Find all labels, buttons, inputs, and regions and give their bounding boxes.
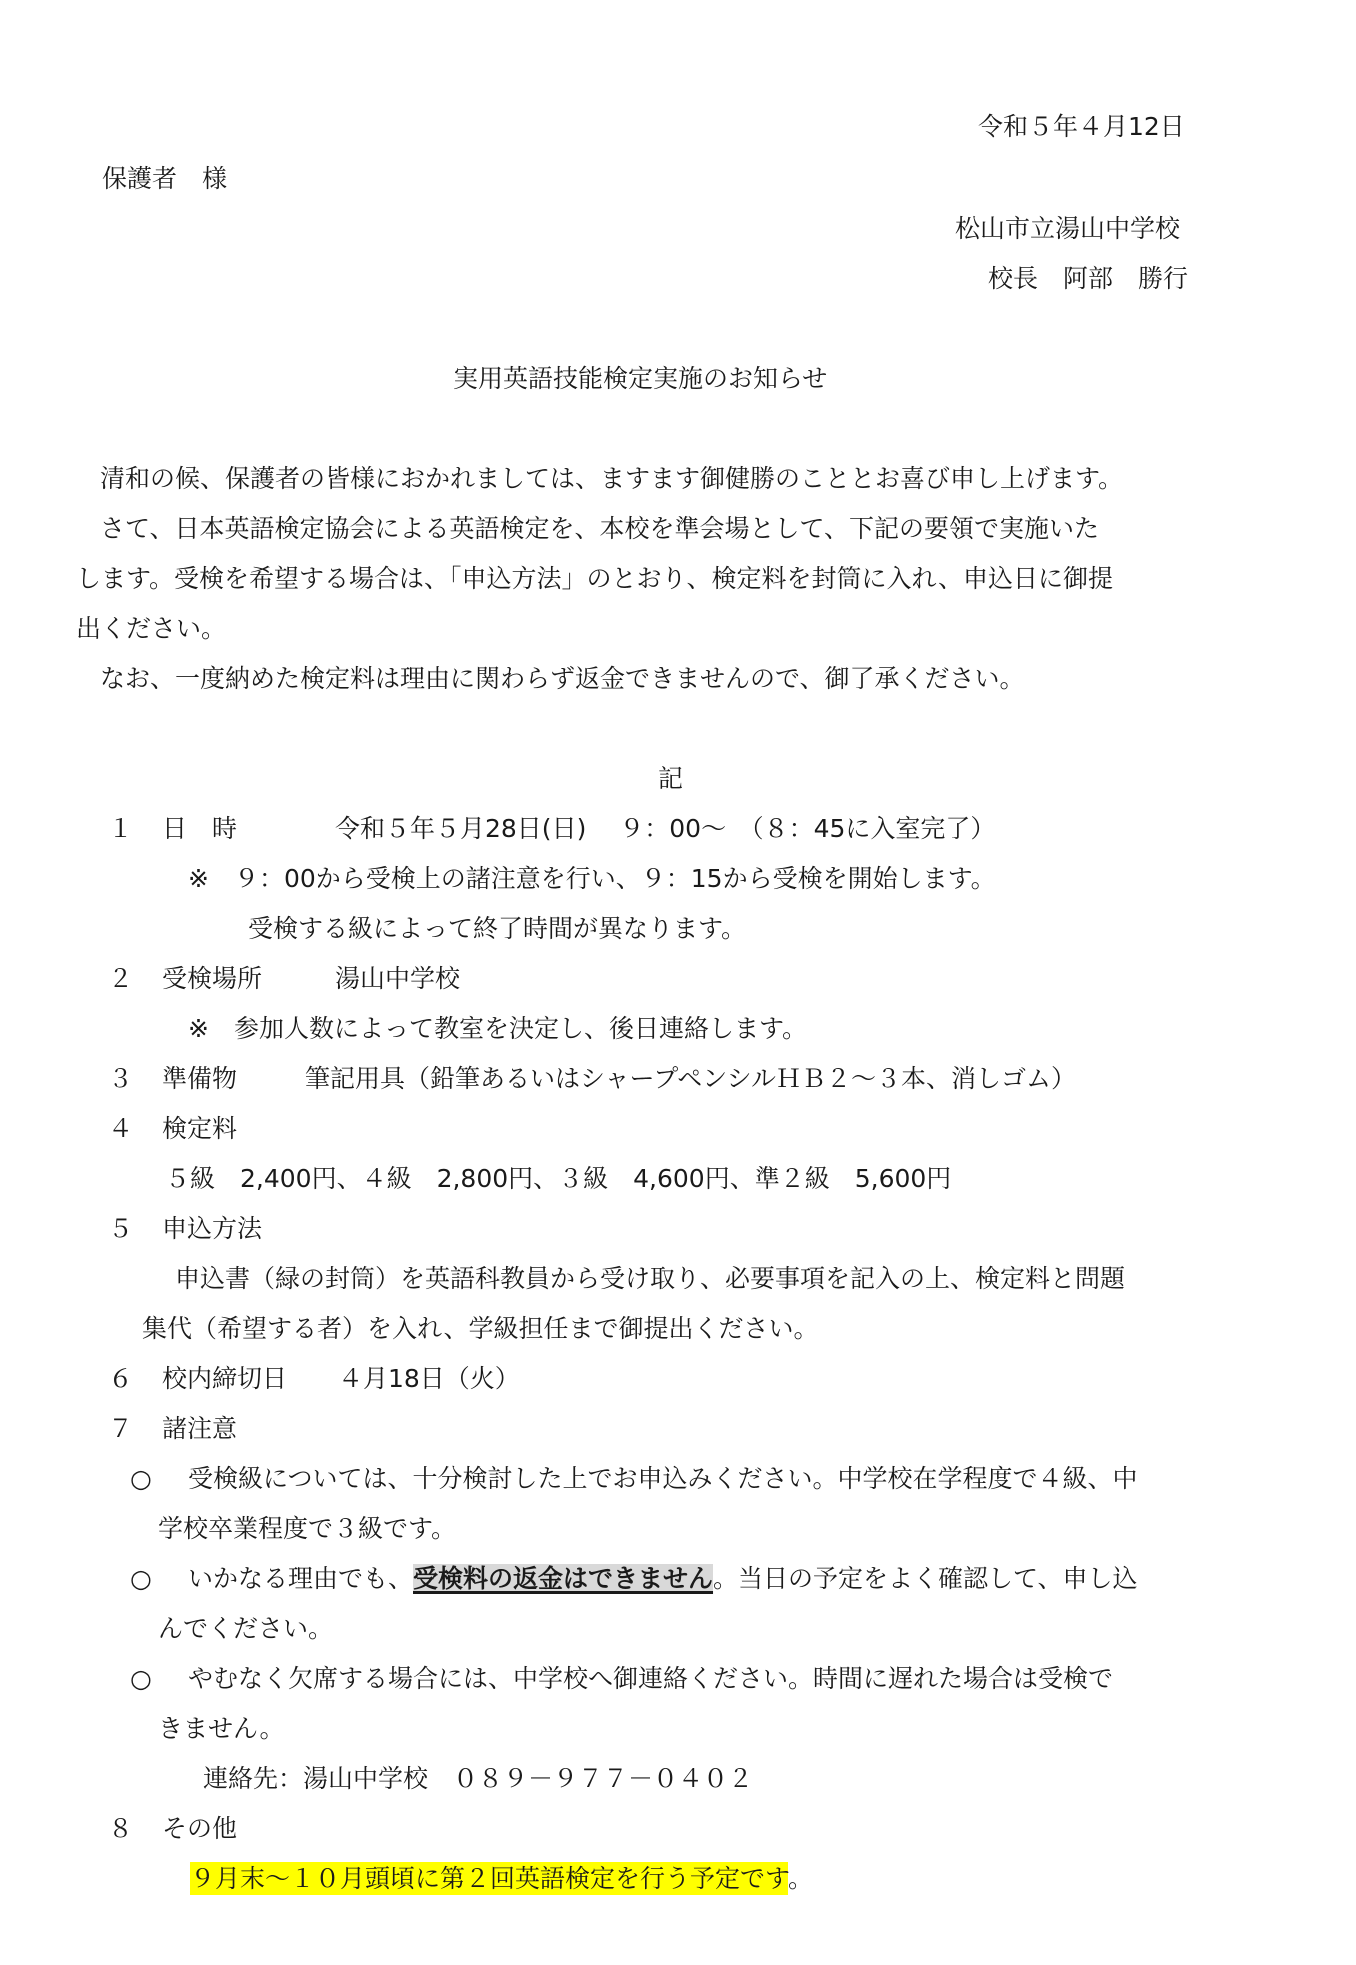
datetime-note: 受検する級によって終了時間が異なります。 — [248, 914, 747, 943]
refund-paragraph: なお、一度納めた検定料は理由に関わらず返金できませんので、御了承ください。 — [100, 664, 1025, 693]
refund-warning-highlight: 受検料の返金はできません — [413, 1564, 714, 1593]
note-text: やむなく欠席する場合には、中学校へ御連絡ください。時間に遅れた場合は受検で — [188, 1664, 1114, 1693]
next-exam-highlight: ９月末～１０月頭頃に第２回英語検定を行う予定です — [190, 1864, 789, 1893]
item-label-supplies: 準備物 — [162, 1064, 238, 1093]
note-text — [188, 1562, 1138, 1596]
item-label-other: その他 — [162, 1814, 238, 1843]
principal-name: 校長 阿部 勝行 — [988, 264, 1189, 293]
ki-heading: 記 — [658, 764, 684, 793]
body-paragraph-line: さて、日本英語検定協会による英語検定を、本校を準会場として、下記の要領で実施いた — [100, 514, 1100, 543]
item-number: １ — [108, 814, 134, 843]
document-title: 実用英語技能検定実施のお知らせ — [453, 364, 828, 393]
application-text: 集代（希望する者）を入れ、学級担任まで御提出ください。 — [142, 1314, 819, 1343]
item-number: ６ — [108, 1364, 134, 1393]
datetime-note: ※ ９：00から受検上の諸注意を行い、９：15から受検を開始します。 — [188, 864, 996, 893]
bullet-circle: ○ — [130, 1664, 152, 1693]
item-value-deadline: ４月18日（火） — [338, 1364, 520, 1393]
school-name: 松山市立湯山中学校 — [955, 214, 1181, 243]
item-number: ４ — [108, 1114, 134, 1143]
application-text: 申込書（緑の封筒）を英語科教員から受け取り、必要事項を記入の上、検定料と問題 — [175, 1264, 1126, 1293]
item-number: ８ — [108, 1814, 134, 1843]
item-number: ２ — [108, 964, 134, 993]
note-text: きません。 — [158, 1714, 285, 1743]
item-label-venue: 受検場所 — [162, 964, 263, 993]
other-text-tail: 。 — [788, 1864, 814, 1893]
body-paragraph-line: 出ください。 — [76, 614, 227, 643]
bullet-circle: ○ — [130, 1564, 152, 1593]
item-value-supplies: 筆記用具（鉛筆あるいはシャープペンシルＨＢ２～３本、消しゴム） — [305, 1064, 1077, 1093]
item-label-datetime: 日 時 — [162, 814, 238, 843]
item-number: ７ — [108, 1414, 134, 1443]
note-text: んでください。 — [158, 1614, 334, 1643]
note-text: 受検級については、十分検討した上でお申込みください。中学校在学程度で４級、中 — [188, 1464, 1138, 1493]
item-value-venue: 湯山中学校 — [335, 964, 461, 993]
note-text: 学校卒業程度で３級です。 — [158, 1514, 457, 1543]
other-text — [190, 1862, 813, 1896]
venue-note: ※ 参加人数によって教室を決定し、後日連絡します。 — [188, 1014, 807, 1043]
greeting-paragraph: 清和の候、保護者の皆様におかれましては、ますます御健勝のこととお喜び申し上げます。 — [100, 464, 1124, 493]
item-number: ５ — [108, 1214, 134, 1243]
item-label-application: 申込方法 — [162, 1214, 263, 1243]
contact-info: 連絡先：湯山中学校 ０８９－９７７－０４０２ — [203, 1764, 754, 1793]
document-date: 令和５年４月12日 — [978, 112, 1185, 141]
item-label-notes: 諸注意 — [162, 1414, 238, 1443]
recipient: 保護者 様 — [102, 164, 228, 193]
item-number: ３ — [108, 1064, 134, 1093]
body-paragraph-line: します。受検を希望する場合は、「申込方法」のとおり、検定料を封筒に入れ、申込日に御提 — [76, 564, 1114, 593]
item-value-datetime: 令和５年５月28日(日) ９：00～ （８：45に入室完了） — [335, 814, 996, 843]
bullet-circle: ○ — [130, 1464, 152, 1493]
note-text-segment: 。当日の予定をよく確認して、申し込 — [713, 1564, 1138, 1593]
note-text-segment: いかなる理由でも、 — [188, 1564, 414, 1593]
item-label-fee: 検定料 — [162, 1114, 238, 1143]
item-label-deadline: 校内締切日 — [162, 1364, 288, 1393]
item-value-fee: ５級 2,400円、４級 2,800円、３級 4,600円、準２級 5,600円 — [165, 1164, 952, 1193]
